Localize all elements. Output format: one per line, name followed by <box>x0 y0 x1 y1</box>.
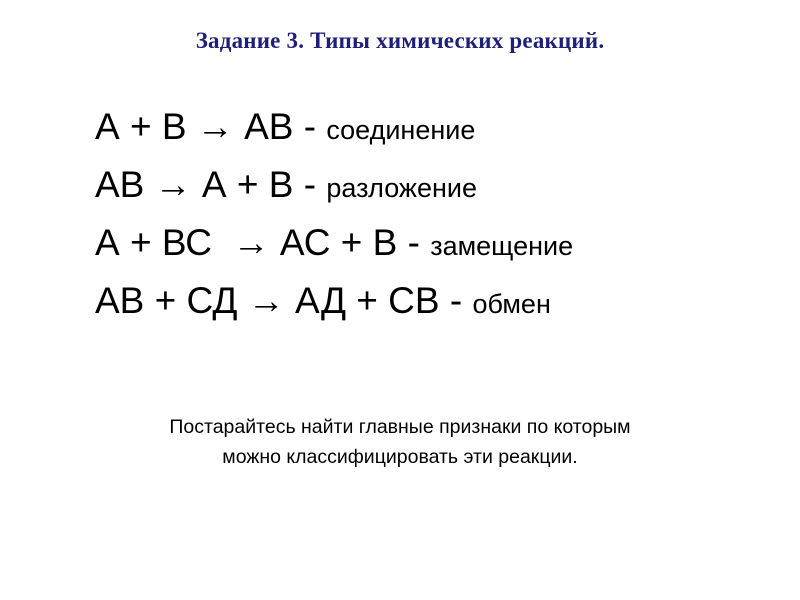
reaction-decomposition <box>95 156 775 214</box>
reaction-type: разложение <box>326 173 478 203</box>
reaction-type: замещение <box>430 231 574 261</box>
reaction-list <box>95 98 775 330</box>
reaction-formula: А + ВС → АС + В <box>95 222 398 263</box>
hint-line-2: можно классифицировать эти реакции. <box>222 446 578 468</box>
hint-line-1: Постарайтесь найти главные признаки по которым <box>169 416 631 438</box>
reaction-separator: - <box>293 164 327 205</box>
reaction-substitution <box>95 214 775 272</box>
reaction-formula: А + В → АВ <box>95 106 294 147</box>
hint-text <box>0 412 800 472</box>
reaction-type: соединение <box>326 115 476 145</box>
reaction-exchange <box>95 272 775 330</box>
reaction-formula: АВ → А + В <box>95 164 294 205</box>
reaction-separator: - <box>397 222 431 263</box>
reaction-formula: АВ + СД → АД + СВ <box>95 280 440 321</box>
reaction-separator: - <box>439 280 473 321</box>
reaction-separator: - <box>293 106 327 147</box>
reaction-type: обмен <box>472 289 551 319</box>
slide-title: Задание 3. Типы химических реакций. <box>195 28 605 53</box>
reaction-combination <box>95 98 775 156</box>
